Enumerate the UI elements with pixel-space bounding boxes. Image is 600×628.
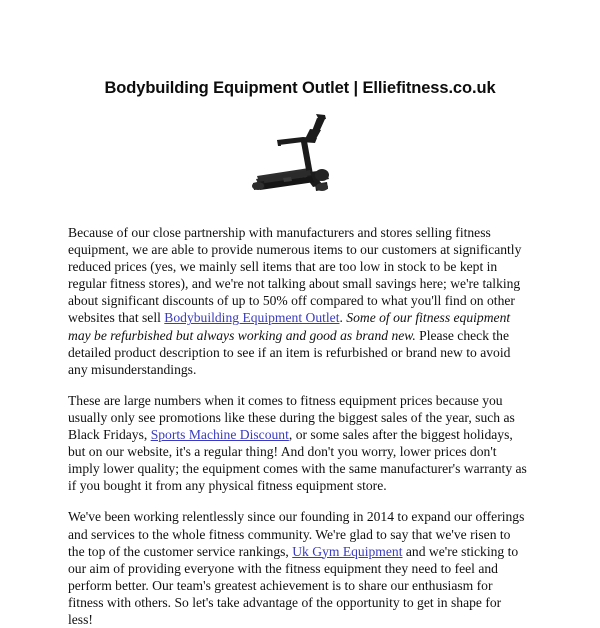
paragraph-1: [68, 224, 528, 378]
article-body: [68, 224, 528, 628]
paragraph-1-segment-0: Because of our close partnership with manufacturers and stores selling fitness equipment, we are able to provide numerous items to our customers at significantly reduced prices (yes, we mainly sell items that are too low in stock to be kept in regular fitness stores), and we're not talking about small savings here; we're talking about significant discounts of up to 50% off compared to what you'll find on other websites that sell: [68, 225, 522, 326]
paragraph-3: [68, 508, 528, 628]
paragraph-1-segment-2: .: [339, 310, 347, 326]
page-title: Bodybuilding Equipment Outlet | Elliefitness.co.uk: [104, 79, 496, 98]
paragraph-3-segment-0: We've been working relentlessly since our founding in 2014 to expand our offerings and services to the whole fitness community. We're glad to say that we've risen to the top of the customer service rankings,: [68, 509, 525, 559]
treadmill-illustration: [247, 106, 353, 206]
paragraph-2-segment-2: , or some sales after the biggest holidays, but on our website, it's a regular thing! And don't you worry, lower prices don't imply lower quality; the equipment comes with the same manufacturer's warranty as if you bought it from any physical fitness equipment store.: [68, 427, 527, 494]
link-sports-machine-discount[interactable]: Sports Machine Discount: [150, 427, 289, 443]
paragraph-3-segment-2: and we're sticking to our aim of providing everyone with the fitness equipment they need to feel and perform better. Our team's greatest achievement is to share our enthusiasm for fitness with others. So let's take advantage of the opportunity to get in shape for less!: [68, 543, 519, 627]
paragraph-1-italic-note: Some of our fitness equipment may be refurbished but always working and good as brand new.: [68, 310, 511, 343]
paragraph-2-segment-0: These are large numbers when it comes to fitness equipment prices because you usually only see promotions like these during the biggest sales of the year, such as Black Fridays,: [68, 392, 515, 443]
link-bodybuilding-equipment-outlet[interactable]: Bodybuilding Equipment Outlet: [164, 310, 340, 326]
link-uk-gym-equipment[interactable]: Uk Gym Equipment: [292, 543, 403, 559]
paragraph-1-segment-4: Please check the detailed product description to see if an item is refurbished or brand new to avoid any misunderstandings.: [68, 327, 511, 377]
paragraph-2: [68, 392, 528, 495]
